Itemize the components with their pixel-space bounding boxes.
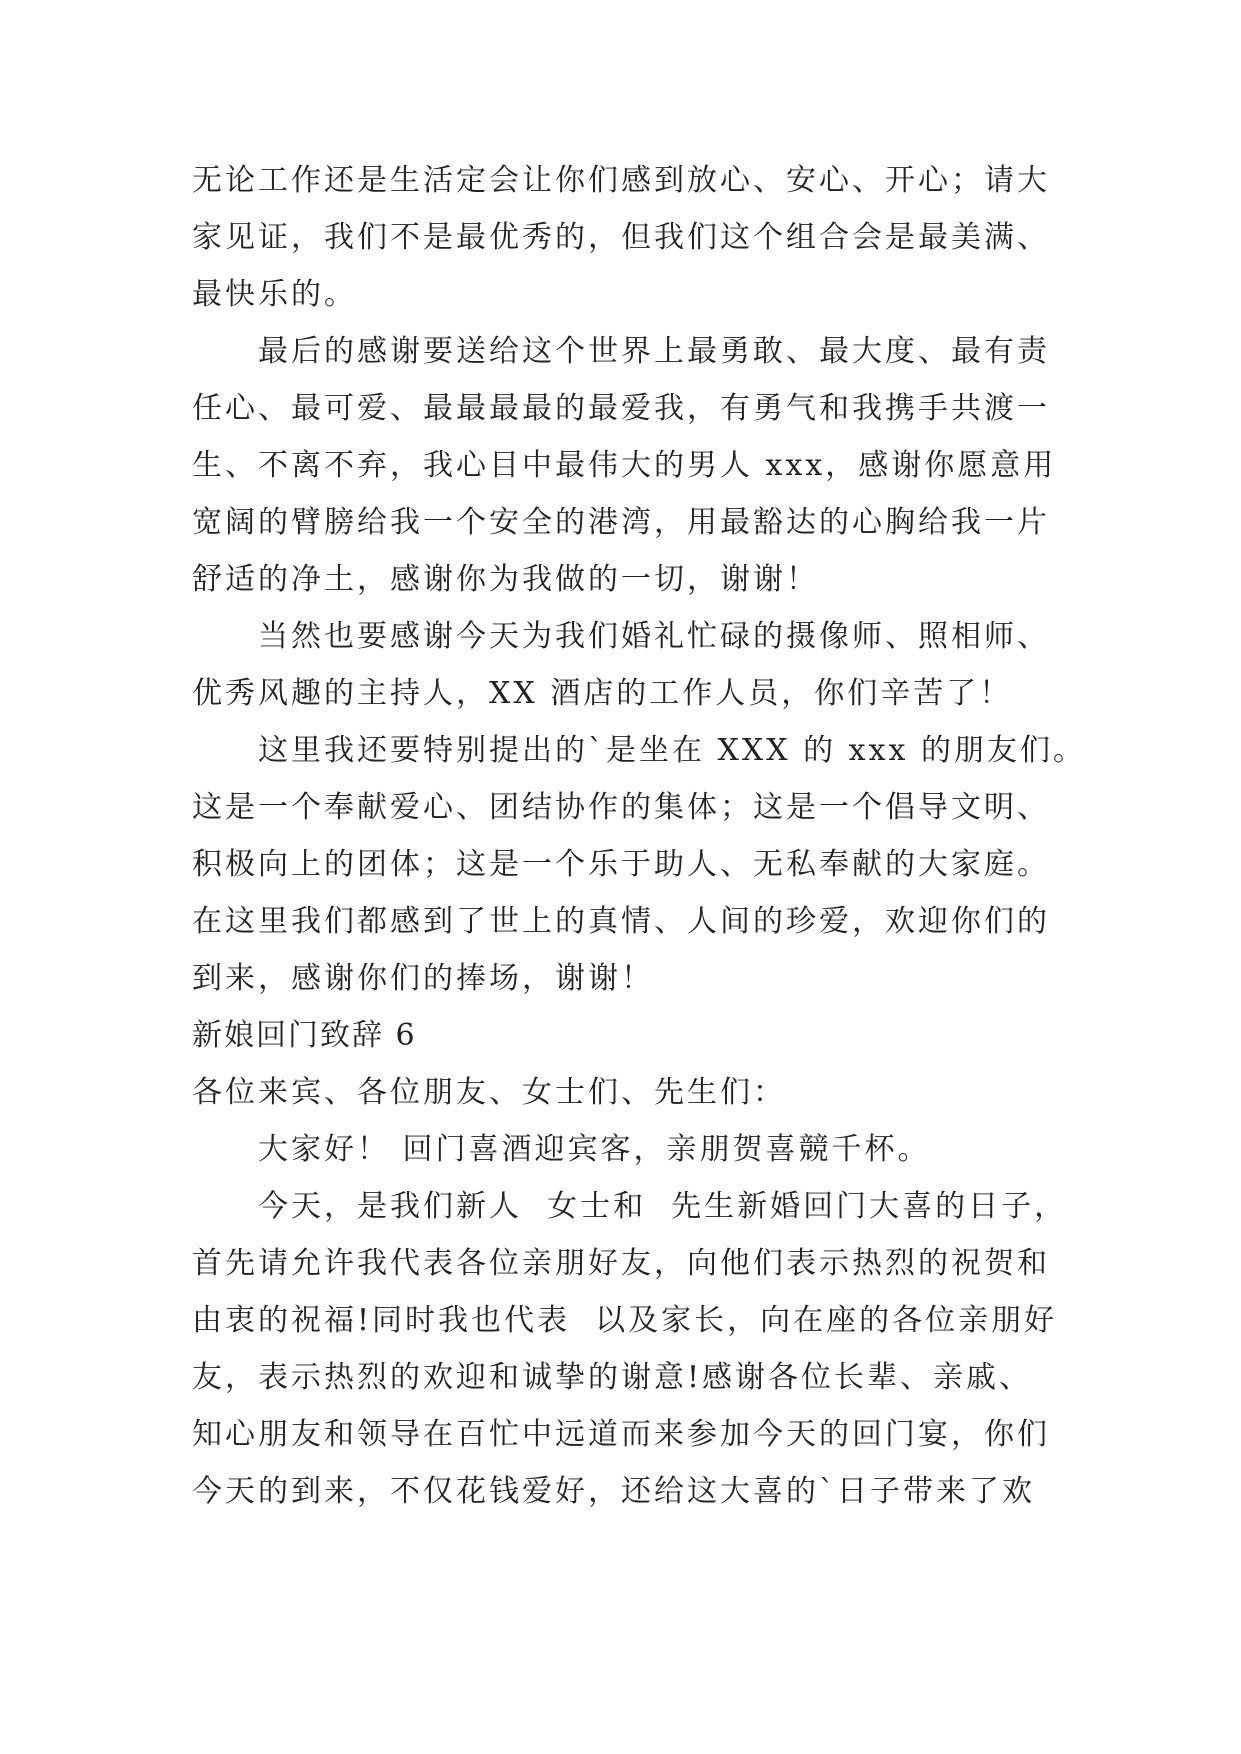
text-line: 在这里我们都感到了世上的真情、人间的珍爱，欢迎你们的 (192, 904, 1050, 939)
text-line: 家见证，我们不是最优秀的，但我们这个组合会是最美满、 (192, 220, 1050, 255)
text-line: 到来，感谢你们的捧场，谢谢！ (192, 961, 654, 996)
text-line: 无论工作还是生活定会让你们感到放心、安心、开心；请大 (192, 163, 1050, 198)
section-heading: 新娘回门致辞 6 (192, 1018, 417, 1053)
document-body (192, 152, 1092, 1520)
paragraph-first-line: 最后的感谢要送给这个世界上最勇敢、最大度、最有责 (258, 334, 1050, 369)
text-line: 由衷的祝福!同时我也代表 以及家长，向在座的各位亲朋好 (192, 1303, 1058, 1338)
text-line: 友，表示热烈的欢迎和诚挚的谢意!感谢各位长辈、亲戚、 (192, 1360, 1033, 1395)
paragraph-first-line: 当然也要感谢今天为我们婚礼忙碌的摄像师、照相师、 (258, 619, 1050, 654)
salutation-line: 各位来宾、各位朋友、女士们、先生们： (192, 1075, 786, 1110)
text-line: 今天的到来，不仅花钱爱好，还给这大喜的`日子带来了欢 (192, 1474, 1035, 1509)
text-line: 这是一个奉献爱心、团结协作的集体；这是一个倡导文明、 (192, 790, 1050, 825)
paragraph-first-line: 今天，是我们新人 女士和 先生新婚回门大喜的日子， (258, 1189, 1068, 1224)
paragraph-first-line: 这里我还要特别提出的`是坐在 XXX 的 xxx 的朋友们。 (258, 733, 1086, 768)
text-line: 优秀风趣的主持人，XX 酒店的工作人员，你们辛苦了！ (192, 676, 1013, 711)
text-line: 最快乐的。 (192, 277, 357, 312)
text-line: 知心朋友和领导在百忙中远道而来参加今天的回门宴，你们 (192, 1417, 1050, 1452)
text-line: 舒适的净土，感谢你为我做的一切，谢谢！ (192, 562, 819, 597)
text-line: 宽阔的臂膀给我一个安全的港湾，用最豁达的心胸给我一片 (192, 505, 1050, 540)
text-line: 积极向上的团体；这是一个乐于助人、无私奉献的大家庭。 (192, 847, 1050, 882)
text-line: 生、不离不弃，我心目中最伟大的男人 xxx，感谢你愿意用 (192, 448, 1057, 483)
paragraph-first-line: 大家好！ 回门喜酒迎宾客，亲朋贺喜競千杯。 (258, 1132, 931, 1167)
text-line: 任心、最可爱、最最最最的最爱我，有勇气和我携手共渡一 (192, 391, 1050, 426)
text-line: 首先请允许我代表各位亲朋好友，向他们表示热烈的祝贺和 (192, 1246, 1050, 1281)
